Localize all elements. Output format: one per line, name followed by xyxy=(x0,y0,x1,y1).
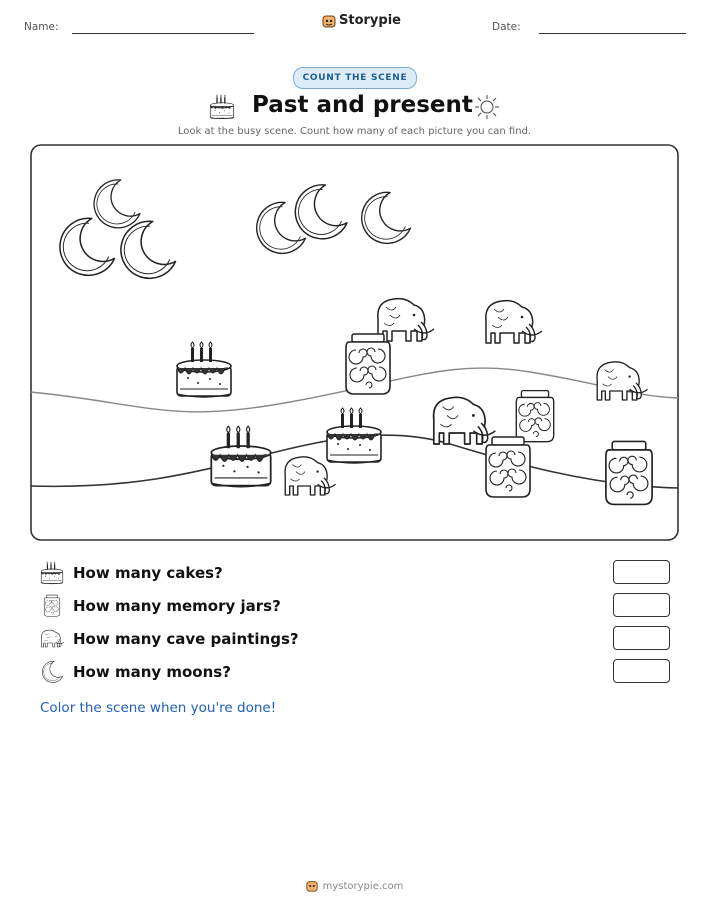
storypie-icon xyxy=(306,880,318,892)
section-badge: COUNT THE SCENE xyxy=(293,67,417,89)
cake-icon xyxy=(40,561,64,585)
jar-2 xyxy=(516,391,553,442)
question-moons xyxy=(40,660,231,684)
jar-3 xyxy=(486,437,530,497)
cake-icon xyxy=(209,94,235,120)
date-field[interactable] xyxy=(539,33,686,34)
jar-1 xyxy=(346,334,390,394)
mammoth-icon xyxy=(40,627,64,651)
question-text: How many cave paintings? xyxy=(73,630,299,648)
storypie-icon xyxy=(322,14,336,28)
answer-box-cave-paintings[interactable] xyxy=(613,626,670,650)
question-text: How many memory jars? xyxy=(73,597,281,615)
answer-box-moons[interactable] xyxy=(613,659,670,683)
instructions: Look at the busy scene. Count how many of each picture you can find. xyxy=(177,126,532,137)
sun-icon xyxy=(473,93,501,121)
footer-url[interactable]: mystorypie.com xyxy=(322,880,404,892)
question-cakes xyxy=(40,561,223,585)
answer-box-cakes[interactable] xyxy=(613,560,670,584)
brand-logo xyxy=(322,13,401,28)
question-text: How many moons? xyxy=(73,663,231,681)
page-title: Past and present xyxy=(252,92,473,118)
question-text: How many cakes? xyxy=(73,564,223,582)
answer-box-jars[interactable] xyxy=(613,593,670,617)
date-label: Date: xyxy=(492,21,521,33)
name-field[interactable] xyxy=(72,33,254,34)
question-cave-paintings xyxy=(40,627,299,651)
name-label: Name: xyxy=(24,21,59,33)
jar-4 xyxy=(606,441,652,504)
coloring-note: Color the scene when you're done! xyxy=(40,700,277,716)
footer xyxy=(0,880,709,892)
moon-icon xyxy=(40,660,64,684)
count-scene xyxy=(30,144,679,541)
jar-icon xyxy=(40,594,64,618)
brand-name: Storypie xyxy=(339,13,401,28)
question-jars xyxy=(40,594,281,618)
